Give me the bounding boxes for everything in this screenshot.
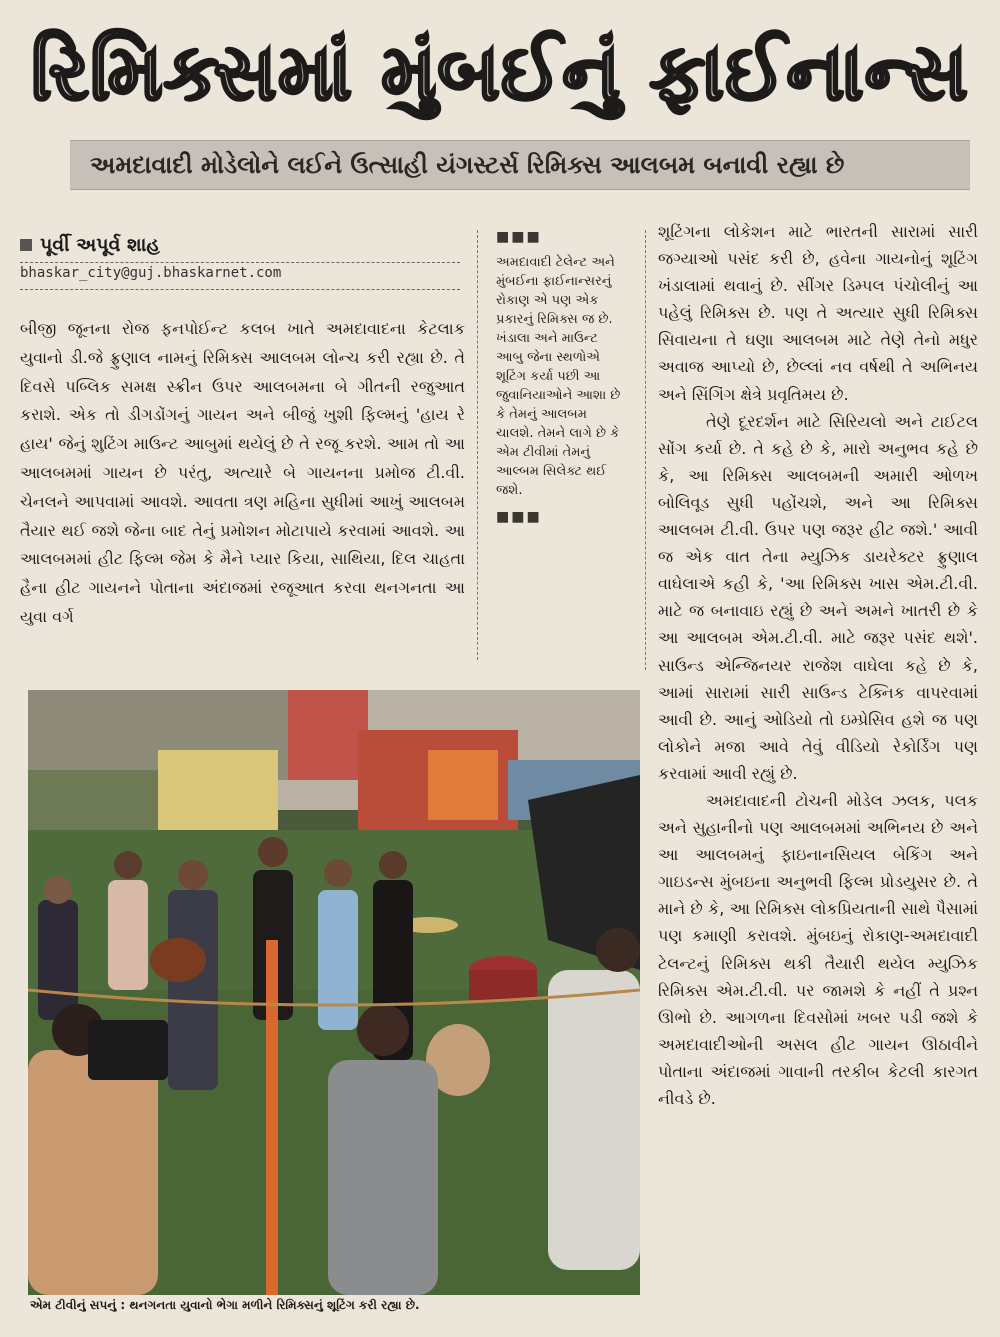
photo-caption: એમ ટીવીનું સપનું : થનગનતા યુવાનો ભેગા મળીને રિમિક્સનું શૂટિંગ કરી રહ્યા છે. xyxy=(30,1298,420,1312)
article-column-3 xyxy=(658,218,978,1112)
headline: રિમિક્સમાં મુંબઈનું ફાઈનાન્સ xyxy=(31,28,969,118)
author-name: પૂર્વી અપૂર્વ શાહ xyxy=(40,234,160,256)
column3-paragraph-3: અમદાવાદની ટોચની મોડેલ ઝલક, પલક અને સુહાનીનો પણ આલબમમાં અભિનય છે અને આ આલબમનું ફાઇનાનસિયલ બેકિંગ અને ગાઇડન્સ મુંબઇના અનુભવી ફિલ્મ પ્રોડયુસર છે. તે માને છે કે, આ રિમિક્સ લોકપ્રિયતાની સાથે પૈસામાં પણ કમાણી કરાવશે. મુંબઇનું રોકાણ-અમદાવાદી ટેલન્ટનું રિમિક્સ થકી તૈયારી થયેલ મ્યુઝિક રિમિક્સ એમ.ટી.વી. પર જામશે કે નહીં તે પ્રશ્ન ઊભો છે. આગળના દિવસોમાં ખબર પડી જશે કે અમદાવાદીઓની અસલ હીટ ગાયન ઊઠાવીને પોતાના અંદાજમાં ગાવાની તરકીબ કેટલી કારગત નીવડે છે. xyxy=(658,790,978,1108)
pullquote-mark-bottom: ■■■ xyxy=(496,509,542,525)
pullquote-mark-top: ■■■ xyxy=(496,229,542,245)
news-photo xyxy=(28,690,640,1295)
photo-illustration xyxy=(28,690,640,1295)
column3-paragraph-2: તેણે દૂરદર્શન માટે સિરિયલો અને ટાઈટલ સોંગ કર્યા છે. તે કહે છે કે, મારો અનુભવ કહે છે કે, આ રિમિક્સ આલબમની અમારી ઓળખ બોલિવૂડ સુધી પહોંચશે, અને આ રિમિક્સ આલબમ ટી.વી. ઉપર પણ જરૂર હીટ જશે.' આવી જ એક વાત તેના મ્યુઝિક ડાયરેક્ટર ફ્રુણાલ વાઘેલાએ કહી કે, 'આ રિમિક્સ ખાસ એમ.ટી.વી. માટે જ બનાવાઇ રહ્યું છે અને અમને ખાતરી છે કે આ આલબમ એમ.ટી.વી. માટે જરૂર પસંદ થશે'. સાઉન્ડ એન્જિનયર રાજેશ વાઘેલા કહે છે કે, આમાં સારામાં સારી સાઉન્ડ ટેક્નિક વાપરવામાં આવી છે. આનું ઓડિયો તો ઇમ્પ્રેસિવ હશે જ પણ લોકોને મજા આવે તેવું વીડિયો રેકોર્ડિંગ પણ કરવામાં આવી રહ્યું છે. xyxy=(658,411,978,783)
column1-paragraph: બીજી જૂનના રોજ ફનપોઈન્ટ કલબ ખાતે અમદાવાદના કેટલાક યુવાનો ડી.જે ફ્રુણાલ નામનું રિમિક્સ આલબમ લોન્ચ કરી રહ્યા છે. તે દિવસે પબ્લિક સમક્ષ સ્ક્રીન ઉપર આલબમના બે ગીતની રજુઆત કરાશે. એક તો ડીગડોંગનું ગાયન અને બીજું ખુશી ફિલ્મનું 'હાય રે હાય' જેનું શુટિંગ માઉન્ટ આબુમાં થયેલું છે તે રજૂ કરશે. આમ તો આ આલબમમાં ગાયન છે પરંતુ, અત્યારે બે ગાયનના પ્રમોજ ટી.વી. ચેનલને આપવામાં આવશે. આવતા ત્રણ મહિના સુધીમાં આખું આલબમ તૈયાર થઈ જશે જેના બાદ તેનું પ્રમોશન મોટાપાયે કરવામાં આવશે. આ આલબમમાં હીટ ફિલ્મ જેમ કે મૈને પ્યાર કિયા, સાથિયા, દિલ ચાહતા હૈના હીટ ગાયનને પોતાના અંદાજમાં રજૂઆત કરવા થનગનતા આ યુવા વર્ગ xyxy=(20,319,465,626)
square-bullet-icon xyxy=(20,239,32,251)
byline xyxy=(20,234,460,290)
author-line xyxy=(20,234,460,256)
column-divider-right xyxy=(645,230,646,670)
column-divider-left xyxy=(477,230,478,660)
article-column-1 xyxy=(20,315,465,632)
byline-rule-bottom xyxy=(20,289,460,290)
subheadline: અમદાવાદી મોડેલોને લઈને ઉત્સાહી યંગસ્ટર્સ રિમિક્સ આલબમ બનાવી રહ્યા છે xyxy=(90,151,845,179)
column3-paragraph-1: શૂટિંગના લોકેશન માટે ભારતની સારામાં સારી જગ્યાઓ પસંદ કરી છે, હવેના ગાયનોનું શૂટિંગ ખંડાલામાં થવાનું છે. સીંગર ડિમ્પલ પંચોલીનું આ પહેલું રિમિક્સ છે. પણ તે અત્યાર સુધી રિમિક્સ સિવાયના તે ઘણા આલબમ માટે તેણે તેનો મધુર અવાજ આપ્યો છે, છેલ્લાં નવ વર્ષથી તે અભિનય અને સિંગિંગ ક્ષેત્રે પ્રવૃતિમય છે. xyxy=(658,222,978,404)
pullquote-text: અમદાવાદી ટેલેન્ટ અને મુંબઈના ફાઈનાન્સરનું રોકાણ એ પણ એક પ્રકારનું રિમિક્સ જ છે. ખંડાલા અને માઉન્ટ આબુ જેના સ્થળોએ શૂટિંગ કર્યા પછી આ જુવાનિયાઓને આશા છે કે તેમનું આલબમ ચાલશે. તેમને લાગે છે કે એમ ટીવીમાં તેમનું આલ્બમ સિલેક્ટ થઈ જશે. xyxy=(496,255,621,498)
author-email: bhaskar_city@guj.bhaskarnet.com xyxy=(20,265,282,281)
pullquote xyxy=(496,228,626,533)
byline-rule xyxy=(20,262,460,263)
